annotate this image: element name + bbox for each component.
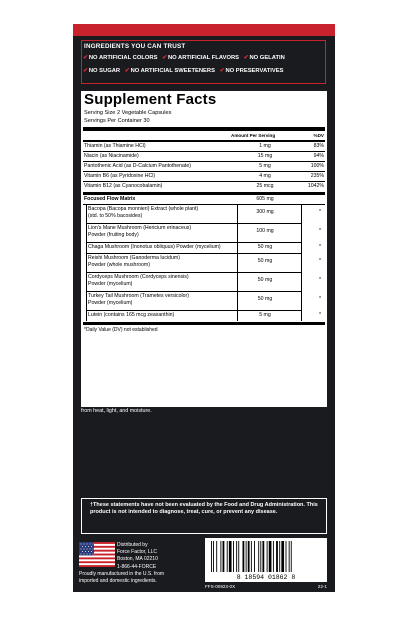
checkmark-icon: ✔ xyxy=(83,55,88,61)
barcode-bar xyxy=(289,541,290,572)
barcode-bar xyxy=(216,541,217,572)
ingredient-row: Lion's Mane Mushroom (Hericium erinaceus) Powder (fruiting body) 100 mg * xyxy=(88,225,321,238)
trust-title: INGREDIENTS YOU CAN TRUST xyxy=(84,43,186,50)
row-divider xyxy=(87,242,301,243)
checkmark-icon: ✔ xyxy=(162,55,167,61)
other-ingredients: Other Ingredients: Hypromellose, Microcrystalline Cellulose, Silicon Dioxide, Vegetable Magnesium Stearate. xyxy=(81,338,316,352)
ingredient-row: Cordyceps Mushroom (Cordyceps sinensis) Powder (mycelium) 50 mg * xyxy=(88,274,321,287)
barcode-bar xyxy=(260,541,261,572)
barcode-bar xyxy=(254,541,255,572)
trust-item: ✔NO ARTIFICIAL SWEETENERS xyxy=(124,68,215,74)
row-divider xyxy=(83,161,325,162)
product-label-panel xyxy=(73,24,335,592)
row-divider xyxy=(87,223,301,224)
barcode-bar xyxy=(269,541,272,572)
us-flag-icon xyxy=(79,542,115,567)
made-in-usa-note: Proudly manufactured in the U.S. from imported and domestic ingredients. xyxy=(79,571,165,584)
row-divider xyxy=(87,310,301,311)
barcode-bar xyxy=(281,541,284,572)
barcode-bar xyxy=(238,541,239,572)
barcode-bar xyxy=(262,541,264,572)
trust-item: ✔NO PRESERVATIVES xyxy=(219,68,284,74)
serving-size: Serving Size 2 Vegetable Capsules xyxy=(84,110,172,116)
checkmark-icon: ✔ xyxy=(83,68,88,74)
version-code: 22-1 xyxy=(317,584,327,589)
barcode-bar xyxy=(227,541,228,572)
dv-header: %DV xyxy=(313,133,324,138)
barcode-digits: 8 18594 01862 8 xyxy=(236,574,296,581)
header-divider xyxy=(83,140,325,142)
barcode-bar xyxy=(220,541,221,572)
trust-item: ✔NO ARTIFICIAL COLORS xyxy=(83,55,158,61)
allergen-warning: Allergen Warning: Manufactured by equipment which may process products containing milk, eggs, soy, wheat, shellfish, fish, tree nuts, peanuts, and sesame. xyxy=(81,372,328,386)
ingredient-row: Chaga Mushroom (Inonotus obliquus) Powder (mycelium) 50 mg * xyxy=(88,244,321,250)
trust-row-2 xyxy=(83,68,286,74)
keep-out-warning: Keep out of reach of children. For adult use only. xyxy=(81,359,206,365)
trust-item: ✔NO SUGAR xyxy=(83,68,121,74)
thick-divider xyxy=(83,127,325,131)
precautions: Precautions: Use only as directed. Consult a healthcare professional before use if you are pregnant or nursing, have a medical condition, or use prescription medications. Store in a cool, dry place. Protect from heat, light, and moisture. xyxy=(81,394,325,415)
barcode-bar xyxy=(276,541,278,572)
column-line xyxy=(301,205,302,321)
trust-item: ✔NO GELATIN xyxy=(243,55,285,61)
column-line xyxy=(237,205,238,321)
row-divider xyxy=(83,181,325,182)
checkmark-icon: ✔ xyxy=(243,55,249,61)
barcode-bar xyxy=(248,541,250,572)
dv-footnote: *Daily Value (DV) not established xyxy=(84,327,158,333)
barcode-bar xyxy=(236,541,237,572)
supplement-facts-box: Supplement Facts Serving Size 2 Vegetable Capsules Servings Per Container 30 Amount Per Serving %DV Thiamin (as Thiamine HCl) 1 mg 83% Niacin (as Niacinamide) 15 mg 94% Pantothenic Acid (as D-Calcium Pantothenate) 5 mg 100% Vitamin B6 (as Pyridoxine HCl) 4 mg 235% Vitamin B12 (as Cyanocobalamin) 25 mcg 1042% Focused Flow Matrix 605 mg Bacopa (Bacopa monnieri) Extract (whole plant) (std. to 50% bacosides) 300 mg * Lion's Mane Mushroom (Hericium erinaceus) Powder (fruiting body) 100 mg * Chaga Mushroom (Inonotus obliquus) Powder (mycelium) 50 mg * Reishi Mushroom (Ganoderma lucidum) Powder (whole mushroom) 50 mg * Cordyceps Mushroom (Cordyceps sinensis) Powder (mycelium) 50 mg * Turkey Tail Mushroom (Trametes versicolor) Powder (mycelium) 50 mg * Lutein (contains 165 mcg zeaxanthin) 5 mg * *Daily Value (DV) not established xyxy=(81,91,327,407)
distributor-info: Distributed by Force Factor, LLC Boston, MA 02210 1-866-44-FORCE xyxy=(117,542,158,570)
barcode-bar xyxy=(286,541,287,572)
barcode-bar xyxy=(229,541,232,572)
ingredient-row: Lutein (contains 165 mcg zeaxanthin) 5 mg * xyxy=(88,312,321,318)
ingredient-row: Reishi Mushroom (Ganoderma lucidum) Powder (whole mushroom) 50 mg * xyxy=(88,255,321,268)
barcode-bar xyxy=(251,541,252,572)
barcode-bar xyxy=(223,541,225,572)
checkmark-icon: ✔ xyxy=(124,68,130,74)
barcode-bar xyxy=(258,541,259,572)
barcode-bar xyxy=(233,541,234,572)
thick-divider xyxy=(83,192,325,195)
checkmark-icon: ✔ xyxy=(219,68,225,74)
servings-per-container: Servings Per Container 30 xyxy=(84,118,150,124)
barcode-bar xyxy=(246,541,247,572)
facts-title: Supplement Facts xyxy=(84,91,217,108)
barcode-bar xyxy=(291,541,292,572)
ingredient-row: Turkey Tail Mushroom (Trametes versicolor) Powder (mycelium) 50 mg * xyxy=(88,293,321,306)
ingredient-row: Bacopa (Bacopa monnieri) Extract (whole plant) (std. to 50% bacosides) 300 mg * xyxy=(88,206,321,219)
barcode-bar xyxy=(279,541,280,572)
barcode xyxy=(205,538,327,582)
barcode-bar xyxy=(273,541,274,572)
row-divider xyxy=(87,253,301,254)
row-divider xyxy=(83,151,325,152)
barcode-bars xyxy=(205,538,327,574)
row-divider xyxy=(83,204,325,205)
thick-divider xyxy=(83,322,325,325)
row-divider xyxy=(83,171,325,172)
amount-header: Amount Per Serving xyxy=(231,133,276,138)
row-divider xyxy=(87,291,301,292)
ffs-code: FFS-00923-0X xyxy=(205,584,236,589)
barcode-bar xyxy=(213,541,214,572)
fda-disclaimer: †These statements have not been evaluated by the Food and Drug Administration. This product is not intended to diagnose, treat, cure, or prevent any disease. xyxy=(81,498,327,534)
barcode-bar xyxy=(211,541,212,572)
row-divider xyxy=(87,272,301,273)
barcode-bar xyxy=(243,541,245,572)
barcode-bar xyxy=(267,541,268,572)
red-top-strip xyxy=(73,24,335,36)
trust-item: ✔NO ARTIFICIAL FLAVORS xyxy=(162,55,240,61)
matrix-bracket-line xyxy=(86,205,87,321)
trust-row-1 xyxy=(83,55,288,61)
